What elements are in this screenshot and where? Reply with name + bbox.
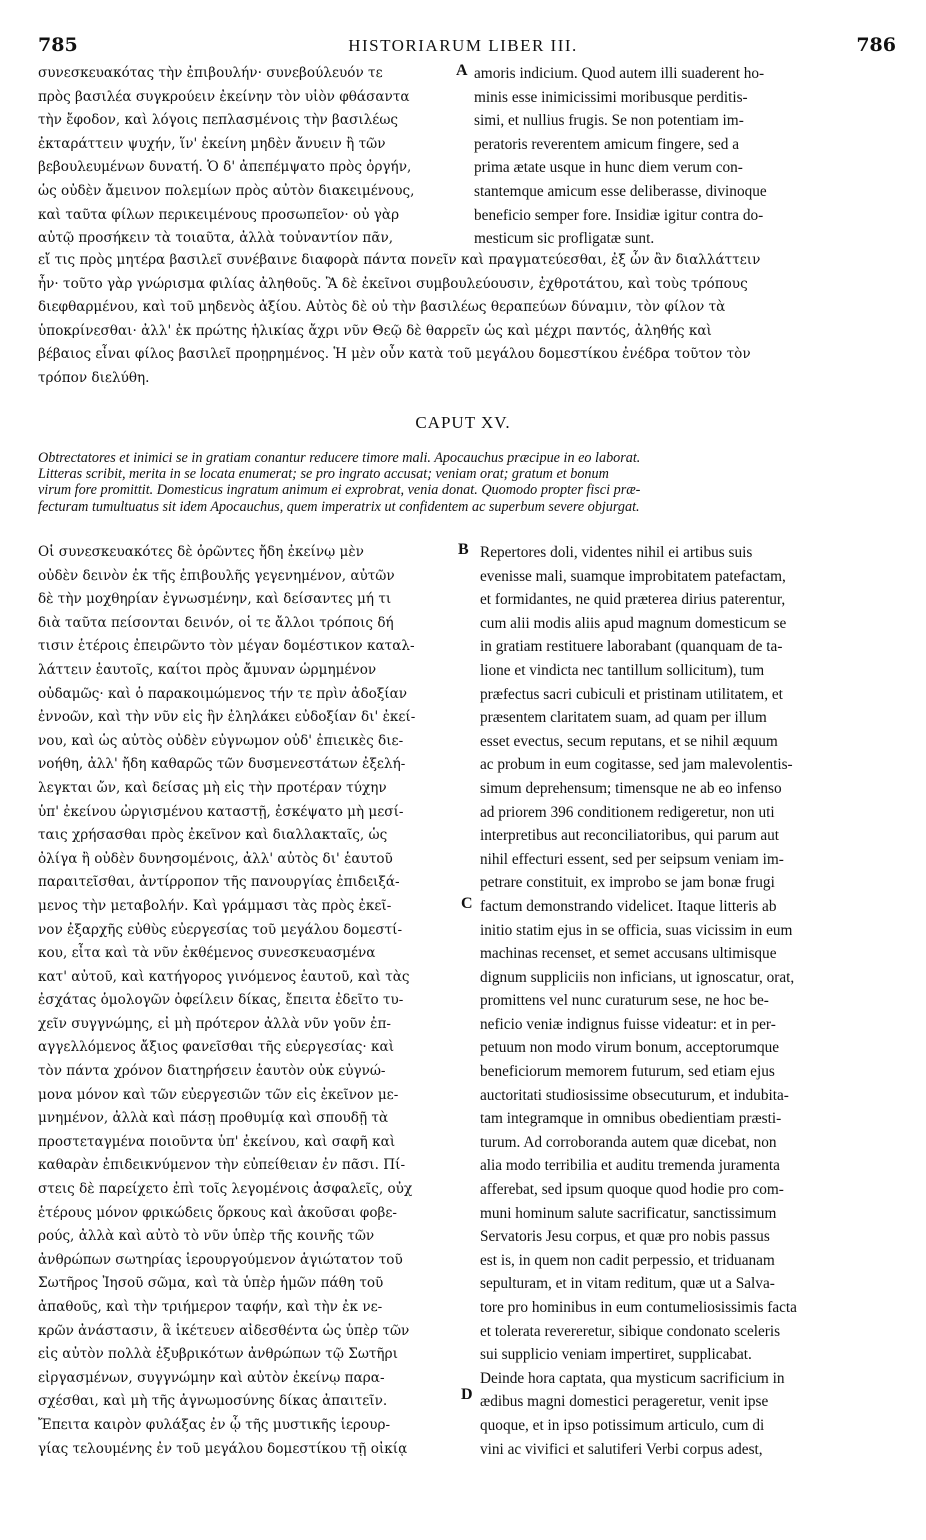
greek-text-line: κρῶν ἀνάστασιν, ἃ ἱκέτευεν αἰδεσθέντα ὡς ὑπὲρ τῶν	[38, 1322, 410, 1339]
latin-text-line: interpretibus aut reconciliatoribus, qui parum aut	[480, 827, 780, 845]
chapter-summary	[38, 450, 890, 515]
latin-text-line: tam integramque in omnibus obedientiam præsti-	[480, 1110, 782, 1128]
greek-text-line: ἀνθρώπων σωτηρίας ἱερουργούμενον ἁγιώτατον τοῦ	[38, 1251, 403, 1268]
greek-text-line: νον ἐξαρχῆς εὐθὺς εὐεργεσίας τοῦ μεγάλου δομεστί-	[38, 921, 403, 938]
greek-text-line: Ἔπειτα καιρὸν φυλάξας ἐν ᾧ τῆς μυστικῆς ἱερουρ-	[38, 1416, 391, 1433]
greek-text-line: κατ' αὐτοῦ, καὶ κατήγορος γινόμενος ἑαυτοῦ, καὶ τὰς	[38, 968, 410, 985]
greek-text-line: εἰς αὐτὸν πολλὰ ἐξυβρικότων ἀνθρώπων τῷ Σωτῆρι	[38, 1346, 398, 1363]
latin-text-line: muni hominum salute sacrificatur, sanctissimum	[480, 1204, 777, 1222]
greek-text-line: αὐτῷ προσήκειν τὰ τοιαῦτα, ἀλλὰ τοὐναντίον πᾶν,	[38, 230, 394, 247]
latin-text-line: præsentem claritatem suam, ad quam per illum	[480, 709, 767, 727]
latin-text-line: simi, et nullius frugis. Se non potentiam im-	[474, 112, 744, 130]
greek-text-line: τὸν πάντα χρόνον διατηρήσειν ἑαυτὸν οὐκ εὐγνώ-	[38, 1063, 386, 1080]
latin-text-line: in gratiam restituere laborabant (quanquam de ta-	[480, 638, 783, 656]
margin-marker-a: A	[456, 62, 468, 79]
greek-text-line: καὶ ταῦτα φίλων περικειμένους προσωπεῖον· οὐ γὰρ	[38, 206, 400, 223]
greek-text-line: Οἱ συνεσκευακότες δὲ ὁρῶντες ἤδη ἐκείνῳ μὲν	[38, 544, 364, 560]
greek-text-line: εἴ τις πρὸς μητέρα βασιλεῖ συνέβαινε διαφορὰ πάντα πονεῖν καὶ πραγματεύεσθαι, ἐξ ὧν ἂν διαλλάττειν	[38, 252, 761, 268]
greek-text-line: ὑποκρίνεσθαι· ἀλλ' ἐκ πρώτης ἡλικίας ἄχρι νῦν Θεῷ δὲ θαρρεῖν ὡς καὶ μέχρι παντός, ἀληθής καὶ	[38, 322, 712, 339]
latin-text-line: mesticum sic profligatæ sunt.	[474, 230, 655, 248]
latin-text-line: ac probum in eum cogitasse, sed jam malevolentis-	[480, 756, 793, 774]
greek-text-line: εἰργασμένων, συγγνώμην καὶ αὐτὸν ἐκείνῳ παρα-	[38, 1369, 385, 1386]
latin-text-line: simum deprehensum; timensque ne ab eo infenso	[480, 779, 782, 797]
latin-text-line: beneficio semper fore. Insidiæ igitur contra do-	[474, 206, 764, 224]
greek-text-line: νου, καὶ ὡς αὐτὸς οὐδὲν εὐγνωμον οὐδ' ἐπιεικὲς διε-	[38, 732, 404, 749]
margin-marker-d: D	[461, 1386, 473, 1403]
latin-column-main	[480, 541, 890, 1461]
latin-text-line: neficio veniæ indignus fuisse videatur: et in per-	[480, 1015, 776, 1033]
greek-text-line: γίας τελουμένης ἐν τοῦ μεγάλου δομεστίκου τῇ οἰκίᾳ	[38, 1440, 408, 1457]
greek-text-line: τρόπον διελύθη.	[38, 369, 150, 386]
latin-text-line: promittens vel nunc curaturum sese, ne hoc be-	[480, 992, 769, 1010]
greek-column-top	[38, 62, 454, 251]
greek-text-line: σχέσθαι, καὶ μὴ τῆς ἀγνωμοσύνης δίκας ἀπαιτεῖν.	[38, 1393, 388, 1410]
greek-text-line: βέβαιος εἶναι φίλος βασιλεῖ προῃρημένος. Ἡ μὲν οὖν κατὰ τοῦ μεγάλου δομεστίκου ἐνέδρα τοῦτον τὸν	[38, 346, 751, 363]
greek-column-main	[38, 541, 458, 1461]
latin-text-line: lione et vindicta nec tantillum sollicitum), tum	[480, 661, 765, 679]
latin-text-line: afferebat, sed ipsum quoque quod hodie pro com-	[480, 1181, 784, 1199]
greek-text-line: μονα μόνον καὶ τῶν εὐεργεσιῶν τῶν εἰς ἐκεῖνον με-	[38, 1086, 399, 1103]
latin-text-line: turum. Ad corroborandа autem quæ dicebat, non	[480, 1133, 777, 1151]
greek-text-line: βεβουλευμένων δυνατή. Ὁ δ' ἀπεπέμψατο πρὸς ὀργήν,	[38, 159, 412, 176]
latin-text-line: petrare constituit, ex improbo se jam bonæ frugi	[480, 874, 775, 892]
chapter-heading: CAPUT XV.	[415, 413, 511, 432]
margin-marker-c: C	[461, 895, 473, 912]
greek-full-width-paragraph	[38, 249, 890, 391]
latin-column-top	[474, 62, 892, 251]
latin-text-line: et formidantes, ne quid præterea dirius paterentur,	[480, 591, 786, 609]
latin-text-line: initio statim ejus in se officia, suas vicissim in eum	[480, 921, 793, 939]
latin-text-line: petuum non modo virum bonum, acceptorumque	[480, 1039, 780, 1057]
latin-text-line: dignum suppliciis non inficians, ut ignoscatur, orat,	[480, 968, 795, 986]
greek-text-line: μνημένον, ἀλλὰ καὶ πάσῃ προθυμίᾳ καὶ σπουδῇ τὰ	[38, 1110, 389, 1127]
latin-text-line: et tolerata revereretur, sibique condonato sceleris	[480, 1322, 781, 1340]
greek-text-line: ρούς, ἀλλὰ καὶ αὐτὸ τὸ νῦν ὑπὲρ τῆς κοινῆς τῶν	[38, 1228, 375, 1245]
page-header	[30, 34, 896, 64]
latin-text-line: tore pro hominibus in eum contumeliosissimis facta	[480, 1299, 797, 1316]
greek-text-line: καθαρὰν ἐπιδεικνύμενον τὴν εὐπείθειαν ἐν πᾶσι. Πί-	[38, 1157, 406, 1174]
latin-text-line: minis esse inimicissimi moribusque perditis-	[474, 88, 748, 106]
latin-text-line: auctoritati studiosissime obsecuturum, et indubita-	[480, 1086, 789, 1104]
latin-text-line: ad priorem 396 conditionem redigeretur, non uti	[480, 803, 775, 821]
latin-text-line: vini ac vivifici et salutiferi Verbi corpus adest,	[480, 1440, 763, 1458]
greek-text-line: ἐκταράττειν ψυχήν, ἵν' ἐκείνη μηδὲν ἄνυειν ἢ τῶν	[38, 135, 386, 152]
greek-text-line: συνεσκευακότας τὴν ἐπιβουλήν· συνεβούλευόν τε	[38, 65, 383, 81]
latin-text-line: esset evectus, secum reputans, et se nihil æquum	[480, 732, 778, 750]
latin-text-line: factum demonstrando videlicet. Itaque litteris ab	[480, 897, 777, 915]
greek-text-line: Σωτῆρος Ἰησοῦ σῶμα, καὶ τὰ ὑπὲρ ἡμῶν πάθη τοῦ	[38, 1275, 384, 1292]
greek-text-line: μενος τὴν μεταβολήν. Καὶ γράμμασι τὰς πρὸς ἐκεῖ-	[38, 897, 392, 914]
greek-text-line: νοήθη, ἀλλ' ἤδη καθαρῶς τῶν δυσμενεστάτων ἐξελή-	[38, 756, 406, 773]
greek-text-line: παραιτεῖσθαι, ἀντίρροπον τῆς πανουργίας ἐπιδειξά-	[38, 874, 400, 891]
latin-text-line: amoris indicium. Quod autem illi suaderent ho-	[474, 65, 765, 82]
greek-text-line: στεις δὲ παρείχετο ἐπὶ τοῖς λεγομένοις ἀσφαλεῖς, οὐχ	[38, 1181, 413, 1198]
page-number-right: 786	[856, 34, 896, 56]
latin-text-line: sepulturam, et in vitam reditum, quæ ut a Salva-	[480, 1275, 775, 1293]
greek-text-line: πρὸς βασιλέα συγκρούειν ἐκείνην τὸν υἱὸν φθάσαντα	[38, 88, 410, 105]
summary-line: virum fore promittit. Domesticus ingratum animum ei exprobrat, venia donat. Quomodo propter fisci præ-	[38, 482, 641, 499]
greek-text-line: διεφθαρμένου, καὶ τοῦ μηδενὸς ἀξίου. Αὐτὸς δὲ οὐ τὴν βασιλέως θεραπεύων δύναμιν, τὸν φίλον τὰ	[38, 299, 726, 316]
margin-marker-b: B	[458, 541, 469, 558]
greek-text-line: τὴν ἔφοδον, καὶ λόγοις πεπλασμένοις τὴν βασιλέως	[38, 112, 399, 129]
greek-text-line: ἦν· τοῦτο γὰρ γνώρισμα φιλίας ἀληθοῦς. Ἃ δὲ ἐκεῖνοι συμβουλεύουσιν, ἐχθροτάτου, καὶ τοὺς τρόπους	[38, 275, 748, 292]
latin-text-line: machinas recenset, et semet accusans ultimisque	[480, 945, 777, 963]
greek-text-line: προστεταγμένα ποιοῦντα ὑπ' ἐκείνου, καὶ σαφῆ καὶ	[38, 1133, 396, 1150]
latin-text-line: ædibus magni domestici perageretur, venit ipse	[480, 1393, 769, 1411]
summary-line: Litteras scribit, merita in se locata enumerat; se pro ingrato accusat; veniam orat; gratum et bonum	[38, 466, 609, 483]
latin-text-line: alia modo terribilia et auditu tremenda juramenta	[480, 1157, 780, 1175]
latin-text-line: beneficiorum memorem futurum, sed etiam ejus	[480, 1063, 775, 1081]
greek-text-line: διὰ ταῦτα πείσονται δεινόν, οἱ τε ἄλλοι τρόποις δή	[38, 614, 394, 631]
running-title: HISTORIARUM LIBER III.	[348, 36, 578, 55]
greek-text-line: ἑτέρους μόνον φρικώδεις ὅρκους καὶ ἀκοῦσαι φοβε-	[38, 1204, 398, 1221]
greek-text-line: τισιν ἑτέροις ἐπειρῶντο τὸν μέγαν δομέστικον καταλ-	[38, 638, 415, 655]
greek-text-line: ταις χρήσασθαι πρὸς ἐκεῖνον καὶ διαλλακταῖς, ὡς	[38, 827, 388, 844]
latin-text-line: prima ætate usque in hunc diem verum con-	[474, 159, 743, 177]
greek-text-line: λεγκται ὤν, καὶ δείσας μὴ εἰς τὴν προτέραν τύχην	[38, 779, 387, 796]
greek-text-line: οὐδαμῶς· καὶ ὁ παρακοιμώμενος τήν τε πρὶν ἀδοξίαν	[38, 685, 408, 702]
greek-text-line: οὐδὲν δεινὸν ἐκ τῆς ἐπιβουλῆς γεγενημένον, αὐτῶν	[38, 567, 395, 584]
latin-text-line: nihil effecturi essent, sed per seipsum veniam im-	[480, 850, 784, 868]
latin-text-line: quoque, et in ipso potissimum articulo, cum di	[480, 1416, 765, 1434]
greek-text-line: κου, εἶτα καὶ τὰ νῦν ἐκθέμενος συνεσκευασμένα	[38, 945, 376, 962]
greek-text-line: ὑπ' ἐκείνου ὠργισμένου καταστῇ, ἐσκέψατο μὴ μεσί-	[38, 803, 404, 820]
greek-text-line: λάττειν ἑαυτοῖς, καίτοι πρὸς ἄμυναν ὡρμημένον	[38, 661, 377, 678]
latin-text-line: stantemque amicum esse deliberasse, divinoque	[474, 182, 767, 200]
summary-line: fecturam tumultuatus sit idem Apocauchus, quem imperatrix ut confidentem ac superbum severe objurgat.	[38, 498, 640, 515]
latin-text-line: Servatoris Jesu corpus, et quæ pro nobis passus	[480, 1228, 770, 1246]
greek-text-line: ἐσχάτας ὁμολογῶν ὀφείλειν δίκας, ἔπειτα ἐδεῖτο τυ-	[38, 992, 404, 1009]
latin-text-line: Repertores doli, videntes nihil ei artibus suis	[480, 544, 753, 561]
page-number-left: 785	[38, 34, 78, 56]
greek-text-line: ἐννοῶν, καὶ τὴν νῦν εἰς ἣν ἐληλάκει εὐδοξίαν δι' ἐκεί-	[38, 709, 416, 726]
greek-text-line: ἀπαθοῦς, καὶ τὴν τριήμερον ταφήν, καὶ τὴν ἐκ νε-	[38, 1299, 383, 1315]
greek-text-line: ὡς οὐδὲν ἄμεινον πολεμίων πρὸς αὐτὸν διακειμένους,	[38, 182, 415, 199]
greek-text-line: δὲ τὴν μοχθηρίαν ἐγνωσμένην, καὶ δείσαντες μή τι	[38, 591, 392, 608]
latin-text-line: cum alii modis aliis apud magnum domesticum se	[480, 614, 787, 632]
latin-text-line: Deinde hora captata, qua mysticum sacrificium in	[480, 1369, 785, 1387]
latin-text-line: evenisse mali, suamque improbitatem patefactam,	[480, 567, 786, 585]
latin-text-line: sui supplicio veniam impertiret, supplicabat.	[480, 1346, 752, 1364]
latin-text-line: præfectus sacri cubiculi et pristinam utilitatem, et	[480, 685, 783, 703]
greek-text-line: χεῖν συγγνώμης, εἰ μὴ πρότερον ἀλλὰ νῦν γοῦν ἐπ-	[38, 1015, 391, 1032]
latin-text-line: est is, in quem non cadit perpessio, et triduanam	[480, 1251, 775, 1269]
greek-text-line: αγγελλόμενος ἄξιος φανεῖσθαι τῆς εὐεργεσίας· καὶ	[38, 1039, 395, 1056]
latin-text-line: peratoris reverentem amicum fingere, sed a	[474, 135, 740, 153]
summary-line: Obtrectatores et inimici se in gratiam conantur reducere timore mali. Apocauchus præcipue in eo laborat.	[38, 450, 641, 466]
greek-text-line: ὀλίγα ἢ οὐδὲν δυνησομένοις, ἀλλ' αὐτὸς δι' ἑαυτοῦ	[38, 850, 393, 867]
